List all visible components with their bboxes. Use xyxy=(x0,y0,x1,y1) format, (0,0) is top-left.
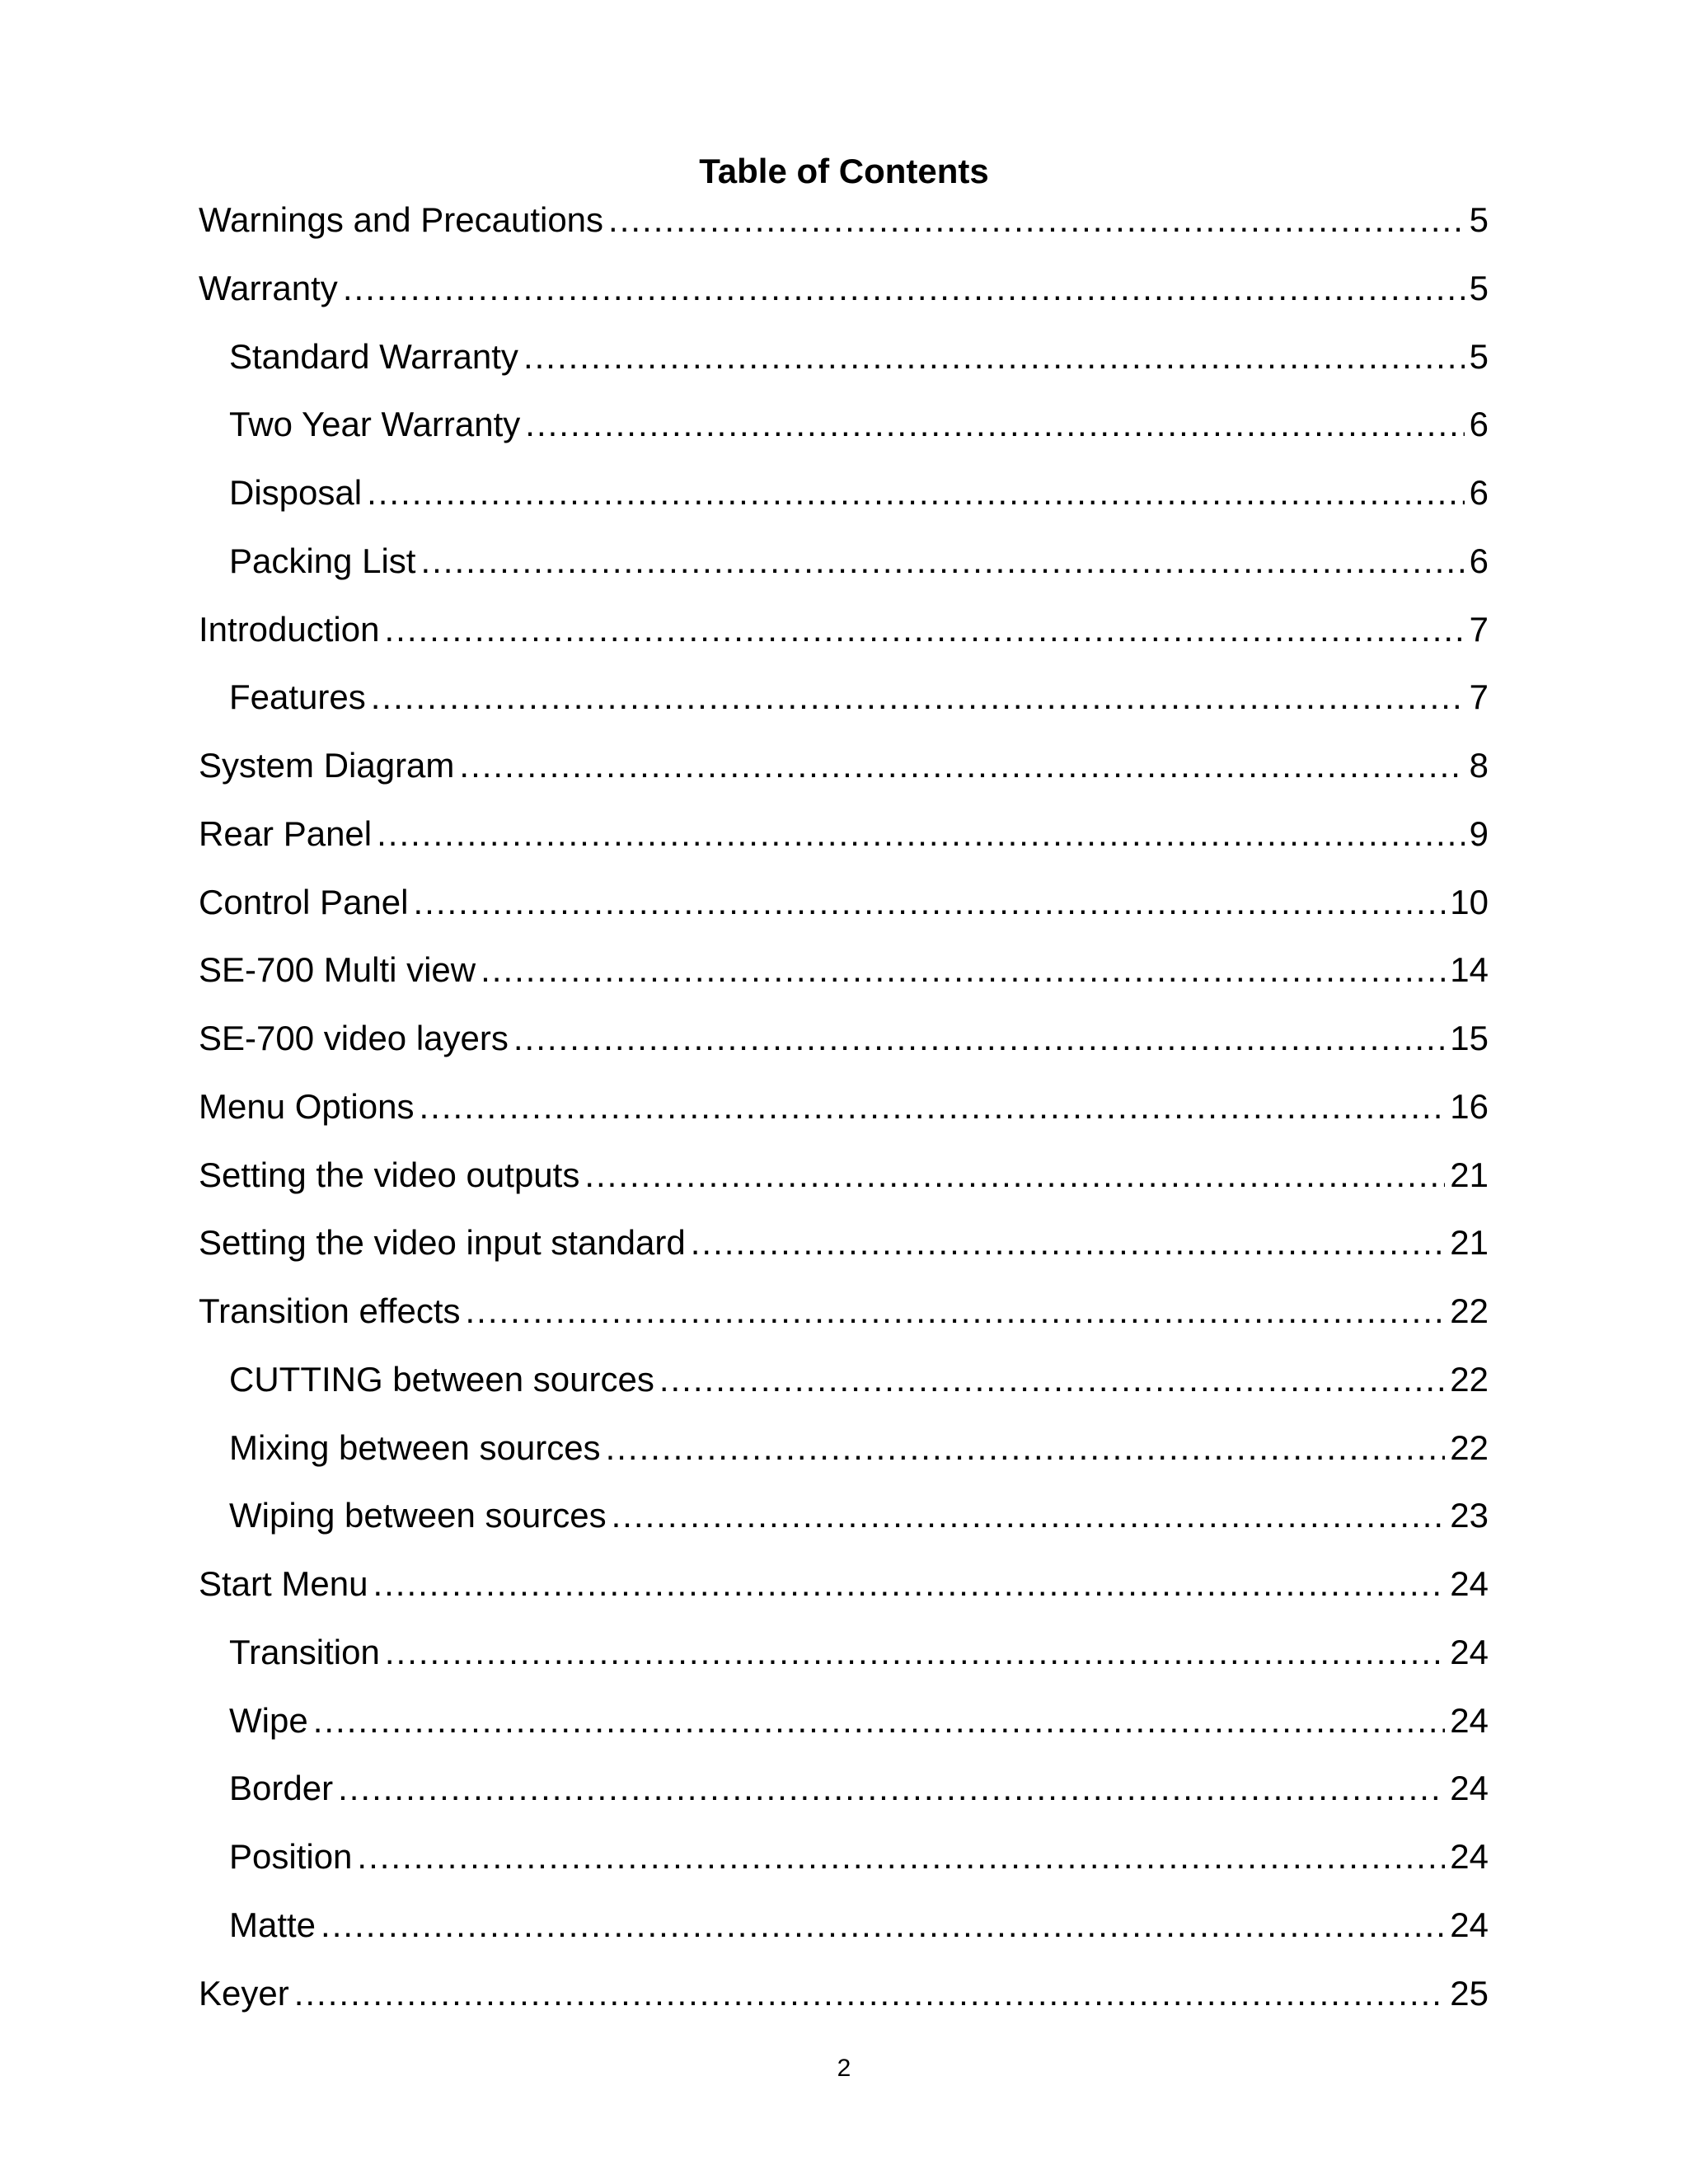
toc-entry[interactable] xyxy=(199,195,1489,264)
toc-entry-label: Standard Warranty xyxy=(229,336,518,376)
toc-entry-page: 24 xyxy=(1450,1700,1489,1740)
toc-entry[interactable] xyxy=(199,1286,1489,1355)
toc-entry-page: 22 xyxy=(1450,1291,1489,1330)
toc-entry-page: 22 xyxy=(1450,1427,1489,1467)
toc-entry[interactable] xyxy=(199,1355,1489,1423)
toc-dot-leader xyxy=(481,945,1445,995)
toc-entry[interactable] xyxy=(199,945,1489,1014)
toc-entry-label: Border xyxy=(229,1769,334,1808)
toc-entry[interactable] xyxy=(199,1218,1489,1286)
toc-entry-label: Introduction xyxy=(199,609,380,649)
toc-entry[interactable] xyxy=(199,1900,1489,1969)
toc-entry-page: 25 xyxy=(1450,1973,1489,2013)
toc-dot-leader xyxy=(313,1696,1446,1746)
toc-dot-leader xyxy=(377,809,1465,859)
toc-entry[interactable] xyxy=(199,537,1489,605)
toc-dot-leader xyxy=(384,605,1464,654)
toc-dot-leader xyxy=(343,264,1465,313)
toc-entry-page: 10 xyxy=(1450,882,1489,921)
toc-entry[interactable] xyxy=(199,1491,1489,1559)
toc-entry-page: 24 xyxy=(1450,1632,1489,1671)
toc-entry-label: Transition xyxy=(229,1632,380,1671)
toc-entry-page: 6 xyxy=(1469,541,1489,580)
toc-entry-page: 7 xyxy=(1469,609,1489,649)
toc-entry-label: Rear Panel xyxy=(199,813,373,853)
toc-dot-leader xyxy=(420,537,1464,586)
toc-entry[interactable] xyxy=(199,1151,1489,1219)
toc-entry-label: Disposal xyxy=(229,473,363,512)
toc-dot-leader xyxy=(465,1286,1445,1336)
toc-entry[interactable] xyxy=(199,1764,1489,1832)
toc-entry-page: 5 xyxy=(1469,268,1489,307)
toc-entry-label: Mixing between sources xyxy=(229,1427,601,1467)
toc-list xyxy=(199,195,1489,2036)
toc-dot-leader xyxy=(371,673,1465,722)
toc-entry-label: CUTTING between sources xyxy=(229,1359,654,1399)
toc-dot-leader xyxy=(525,400,1464,449)
toc-entry[interactable] xyxy=(199,1082,1489,1151)
toc-entry[interactable] xyxy=(199,1423,1489,1492)
toc-dot-leader xyxy=(294,1969,1446,2018)
toc-dot-leader xyxy=(584,1151,1445,1200)
toc-entry[interactable] xyxy=(199,1969,1489,2037)
toc-entry-page: 5 xyxy=(1469,336,1489,376)
toc-entry-label: Matte xyxy=(229,1905,316,1944)
toc-entry-label: Start Menu xyxy=(199,1564,368,1603)
toc-entry-label: Wiping between sources xyxy=(229,1496,607,1535)
toc-entry[interactable] xyxy=(199,1832,1489,1900)
toc-entry-page: 14 xyxy=(1450,950,1489,990)
toc-entry-page: 16 xyxy=(1450,1086,1489,1126)
toc-entry[interactable] xyxy=(199,809,1489,878)
toc-dot-leader xyxy=(419,1082,1445,1132)
toc-entry-label: SE-700 video layers xyxy=(199,1019,509,1057)
toc-dot-leader xyxy=(691,1218,1446,1268)
toc-entry[interactable] xyxy=(199,332,1489,401)
toc-entry-label: Transition effects xyxy=(199,1291,461,1330)
toc-dot-leader xyxy=(321,1900,1445,1950)
toc-entry-label: Setting the video input standard xyxy=(199,1223,686,1263)
toc-dot-leader xyxy=(338,1764,1445,1813)
toc-entry-page: 15 xyxy=(1450,1019,1489,1057)
toc-title: Table of Contents xyxy=(699,152,989,190)
toc-entry-label: System Diagram xyxy=(199,746,455,785)
toc-entry-label: Two Year Warranty xyxy=(229,405,521,444)
toc-entry[interactable] xyxy=(199,1628,1489,1696)
toc-entry[interactable] xyxy=(199,468,1489,537)
toc-entry-page: 6 xyxy=(1469,473,1489,512)
toc-dot-leader xyxy=(612,1491,1446,1540)
toc-entry[interactable] xyxy=(199,400,1489,468)
toc-dot-leader xyxy=(357,1832,1445,1882)
toc-entry-page: 7 xyxy=(1469,677,1489,717)
toc-entry[interactable] xyxy=(199,741,1489,809)
page-number: 2 xyxy=(837,2055,851,2082)
toc-entry-label: Control Panel xyxy=(199,882,409,921)
toc-dot-leader xyxy=(367,468,1465,518)
toc-entry[interactable] xyxy=(199,1696,1489,1765)
toc-entry-label: Position xyxy=(229,1837,353,1876)
toc-entry-label: Warnings and Precautions xyxy=(199,200,604,239)
toc-entry-label: Warranty xyxy=(199,268,338,307)
toc-entry-page: 24 xyxy=(1450,1905,1489,1944)
toc-dot-leader xyxy=(606,1423,1446,1473)
toc-entry[interactable] xyxy=(199,605,1489,673)
toc-dot-leader xyxy=(373,1559,1445,1609)
toc-entry-label: Setting the video outputs xyxy=(199,1155,580,1194)
toc-dot-leader xyxy=(523,332,1465,382)
toc-entry[interactable] xyxy=(199,673,1489,741)
toc-entry-page: 21 xyxy=(1450,1223,1489,1263)
toc-entry-page: 5 xyxy=(1469,200,1489,239)
toc-entry[interactable] xyxy=(199,264,1489,332)
toc-entry-page: 21 xyxy=(1450,1155,1489,1194)
toc-entry-page: 6 xyxy=(1469,405,1489,444)
toc-entry[interactable] xyxy=(199,1014,1489,1082)
toc-dot-leader xyxy=(413,878,1445,927)
toc-entry-page: 24 xyxy=(1450,1837,1489,1876)
toc-dot-leader xyxy=(608,195,1465,245)
toc-entry-label: Keyer xyxy=(199,1973,289,2013)
toc-entry-label: Menu Options xyxy=(199,1086,415,1126)
toc-entry-page: 24 xyxy=(1450,1769,1489,1808)
toc-entry-page: 23 xyxy=(1450,1496,1489,1535)
toc-entry[interactable] xyxy=(199,878,1489,946)
toc-entry-page: 24 xyxy=(1450,1564,1489,1603)
toc-entry-page: 9 xyxy=(1469,813,1489,853)
toc-entry-page: 22 xyxy=(1450,1359,1489,1399)
toc-entry-label: Features xyxy=(229,677,366,717)
toc-dot-leader xyxy=(659,1355,1445,1404)
toc-entry-label: Packing List xyxy=(229,541,416,580)
toc-dot-leader xyxy=(513,1014,1445,1063)
toc-entry-label: Wipe xyxy=(229,1700,308,1740)
toc-dot-leader xyxy=(385,1628,1445,1677)
toc-entry[interactable] xyxy=(199,1559,1489,1628)
toc-dot-leader xyxy=(459,741,1464,790)
toc-entry-label: SE-700 Multi view xyxy=(199,950,476,990)
toc-entry-page: 8 xyxy=(1469,746,1489,785)
